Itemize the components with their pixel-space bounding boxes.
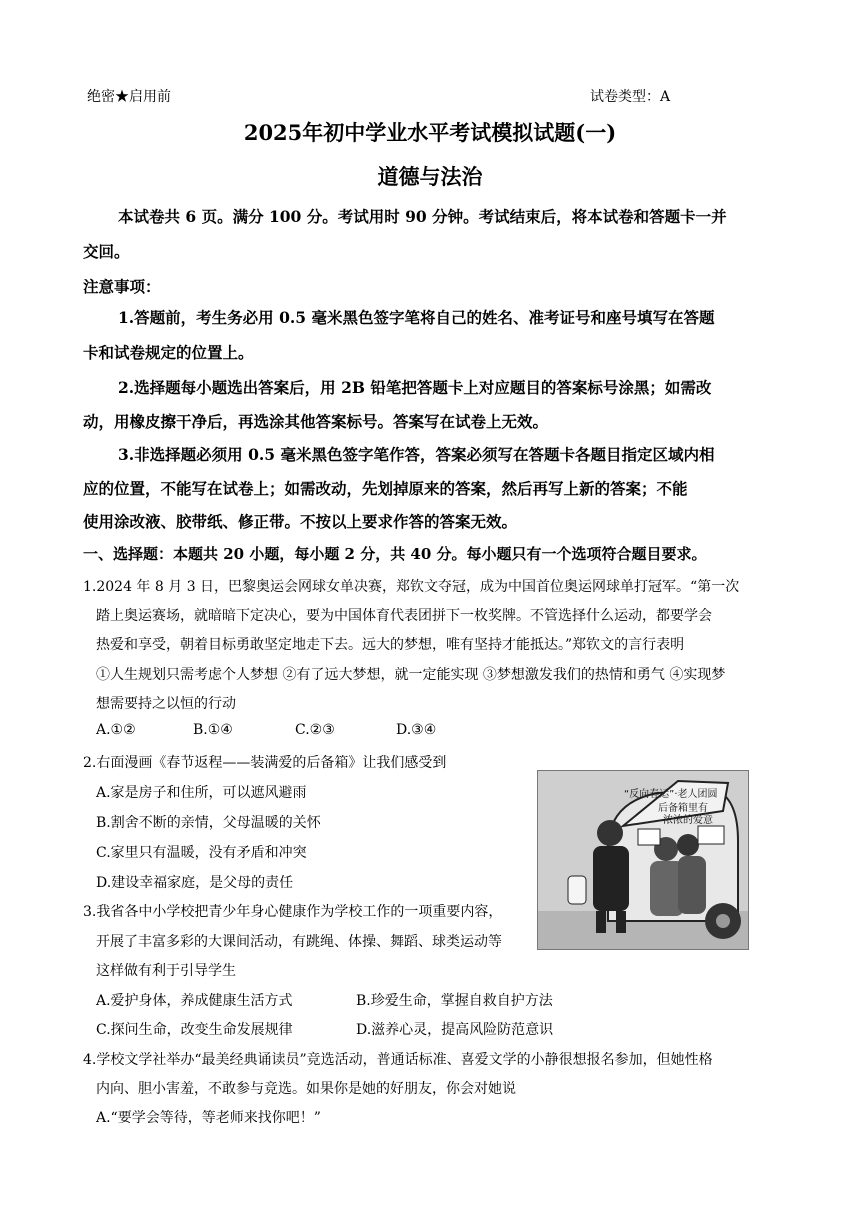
q3-line-1: 3.我省各中小学校把青少年身心健康作为学校工作的一项重要内容， — [83, 904, 503, 920]
cartoon-caption-1: “反向春运”·老人团圆 — [624, 789, 718, 800]
intro-line-2: 交回。 — [83, 242, 130, 261]
q1-option-c: C.②③ — [295, 722, 335, 738]
q1-option-b: B.①④ — [193, 722, 233, 738]
q1-option-d: D.③④ — [396, 722, 437, 738]
q2-option-c: C.家里只有温暖，没有矛盾和冲突 — [96, 845, 307, 861]
q1-line-4: ①人生规划只需考虑个人梦想 ②有了远大梦想，就一定能实现 ③梦想激发我们的热情和勇气 ④实现梦 — [96, 667, 726, 683]
paper-type-label: 试卷类型：A — [590, 89, 671, 105]
q1-line-2: 踏上奥运赛场，就暗暗下定决心，要为中国体育代表团拼下一枚奖牌。不管选择什么运动，都要学会 — [96, 608, 712, 624]
q4-line-2: 内向、胆小害羞，不敢参与竞选。如果你是她的好朋友，你会对她说 — [96, 1081, 516, 1097]
q3-option-a: A.爱护身体，养成健康生活方式 — [96, 993, 293, 1009]
subject-title: 道德与法治 — [377, 164, 483, 189]
notes-heading: 注意事项： — [83, 277, 161, 296]
cartoon-caption-3: 浓浓的爱意 — [663, 815, 713, 826]
note-3-line-2: 应的位置，不能写在试卷上；如需改动，先划掉原来的答案，然后再写上新的答案；不能 — [83, 479, 688, 498]
confidential-label: 绝密★启用前 — [87, 89, 171, 105]
q1-option-a: A.①② — [96, 722, 136, 738]
note-3-line-1: 3.非选择题必须用 0.5 毫米黑色签字笔作答，答案必须写在答题卡各题目指定区域内相 — [118, 445, 715, 464]
q3-line-3: 这样做有利于引导学生 — [96, 963, 236, 979]
q1-line-3: 热爱和享受，朝着目标勇敢坚定地走下去。远大的梦想，唯有坚持才能抵达。”郑钦文的言行表明 — [96, 637, 685, 653]
q4-line-1: 4.学校文学社举办“最美经典诵读员”竞选活动，普通话标准、喜爱文学的小静很想报名参加，但她性格 — [83, 1052, 713, 1068]
exam-title: 2025年初中学业水平考试模拟试题(一) — [243, 120, 617, 145]
q1-line-1: 1.2024 年 8 月 3 日，巴黎奥运会网球女单决赛，郑钦文夺冠，成为中国首位奥运网球单打冠军。“第一次 — [83, 579, 740, 595]
q2-stem: 2.右面漫画《春节返程——装满爱的后备箱》让我们感受到 — [83, 755, 447, 771]
note-1-line-2: 卡和试卷规定的位置上。 — [83, 343, 254, 362]
section-heading: 一、选择题：本题共 20 小题，每小题 2 分，共 40 分。每小题只有一个选项符合题目要求。 — [83, 545, 707, 563]
intro-line-1: 本试卷共 6 页。满分 100 分。考试用时 90 分钟。考试结束后，将本试卷和答题卡一并 — [118, 207, 727, 226]
q2-option-a: A.家是房子和住所，可以遮风避雨 — [96, 785, 307, 801]
cartoon-caption-2: 后备箱里有 — [658, 803, 708, 814]
cartoon-drawing — [538, 771, 748, 949]
q4-option-a: A.“要学会等待，等老师来找你吧！” — [96, 1110, 321, 1126]
q1-line-5: 想需要持之以恒的行动 — [96, 696, 236, 712]
note-3-line-3: 使用涂改液、胶带纸、修正带。不按以上要求作答的答案无效。 — [83, 512, 518, 531]
q2-option-d: D.建设幸福家庭，是父母的责任 — [96, 875, 294, 891]
q3-option-b: B.珍爱生命，掌握自救自护方法 — [356, 993, 553, 1009]
q3-line-2: 开展了丰富多彩的大课间活动，有跳绳、体操、舞蹈、球类运动等 — [96, 934, 502, 950]
note-2-line-1: 2.选择题每小题选出答案后，用 2B 铅笔把答题卡上对应题目的答案标号涂黑；如需改 — [118, 378, 712, 397]
q2-option-b: B.割舍不断的亲情，父母温暖的关怀 — [96, 815, 321, 831]
q3-option-c: C.探问生命，改变生命发展规律 — [96, 1022, 293, 1038]
note-1-line-1: 1.答题前，考生务必用 0.5 毫米黑色签字笔将自己的姓名、准考证号和座号填写在答题 — [118, 308, 715, 327]
cartoon-image — [537, 770, 749, 950]
note-2-line-2: 动，用橡皮擦干净后，再选涂其他答案标号。答案写在试卷上无效。 — [83, 412, 549, 431]
q3-option-d: D.滋养心灵，提高风险防范意识 — [356, 1022, 554, 1038]
